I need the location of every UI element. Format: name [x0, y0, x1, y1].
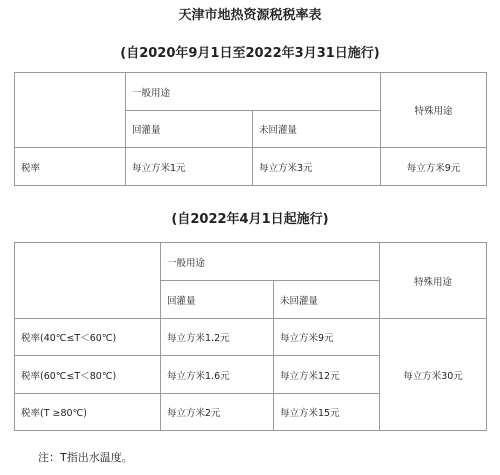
table1-header-row: [15, 73, 487, 111]
table-row: [15, 319, 487, 356]
reinjected-rate: 每立方米1元: [126, 148, 253, 186]
table-row: [15, 148, 487, 186]
footnote: 注：T指出水温度。: [38, 451, 133, 464]
table2-special-use-header: 特殊用途: [380, 243, 487, 319]
table2-header-row: [15, 243, 487, 281]
row-label: 税率(60℃≤T＜80℃): [15, 356, 161, 394]
row-label: 税率(T ≥80℃): [15, 394, 161, 431]
special-use-rate: 每立方米30元: [380, 319, 487, 431]
document-title: 天津市地热资源税税率表: [178, 8, 322, 23]
table1-not-reinjected-header: 未回灌量: [253, 111, 381, 148]
reinjected-rate: 每立方米1.6元: [161, 356, 274, 394]
reinjected-rate: 每立方米1.2元: [161, 319, 274, 356]
not-reinjected-rate: 每立方米15元: [274, 394, 380, 431]
special-use-rate: 每立方米9元: [381, 148, 487, 186]
row-label: 税率: [15, 148, 126, 186]
section2-period: (自2022年4月1日起施行): [171, 212, 329, 227]
not-reinjected-rate: 每立方米12元: [274, 356, 380, 394]
reinjected-rate: 每立方米2元: [161, 394, 274, 431]
table1-corner-cell: [15, 73, 126, 148]
table1-general-use-header: 一般用途: [126, 73, 381, 111]
tax-rate-table-2020: [14, 72, 487, 186]
table1-special-use-header: 特殊用途: [381, 73, 487, 148]
not-reinjected-rate: 每立方米9元: [274, 319, 380, 356]
row-label: 税率(40℃≤T＜60℃): [15, 319, 161, 356]
table2-general-use-header: 一般用途: [161, 243, 380, 281]
tax-rate-table-2022: [14, 242, 487, 431]
not-reinjected-rate: 每立方米3元: [253, 148, 381, 186]
table2-corner-cell: [15, 243, 161, 319]
table2-not-reinjected-header: 未回灌量: [274, 281, 380, 319]
table2-reinjected-header: 回灌量: [161, 281, 274, 319]
section1-period: (自2020年9月1日至2022年3月31日施行): [120, 46, 380, 61]
table1-reinjected-header: 回灌量: [126, 111, 253, 148]
